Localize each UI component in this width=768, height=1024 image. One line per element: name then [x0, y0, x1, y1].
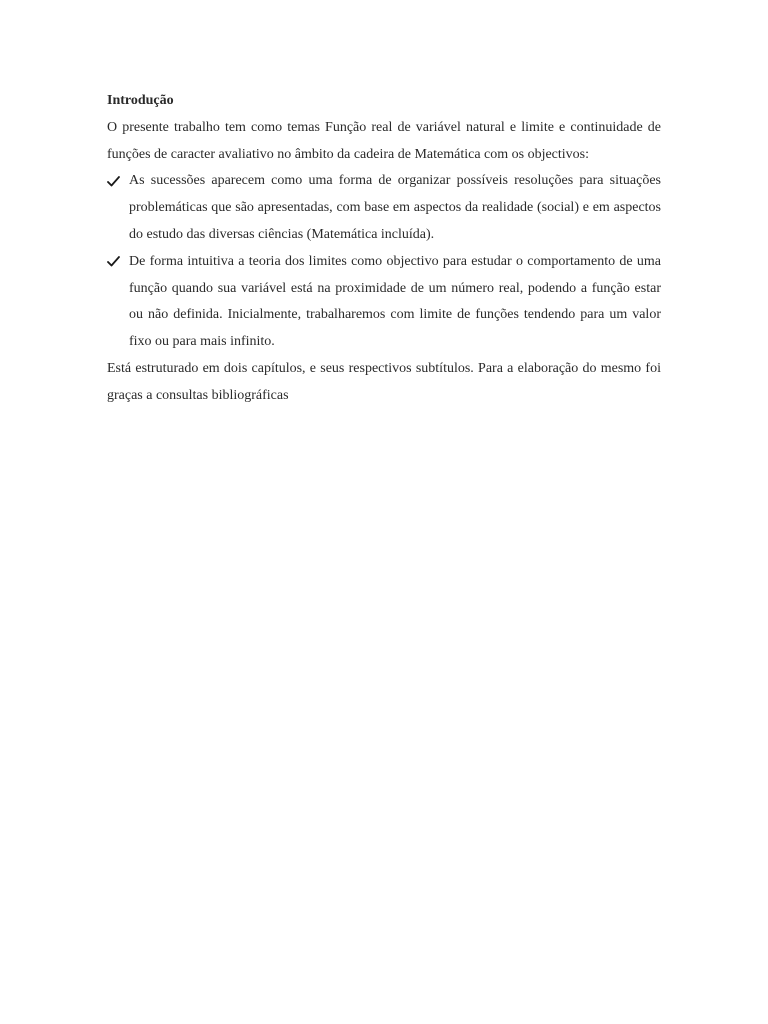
list-item-text: De forma intuitiva a teoria dos limites como objectivo para estudar o comportamento de uma função quando sua variável está na proximidade de um número real, podendo a função estar ou não definida. Inicialmente, trabalharemos com limite de funções tendendo para um valor fixo ou para mais infinito. [129, 253, 661, 350]
check-icon [107, 249, 121, 275]
objectives-list [107, 168, 661, 356]
list-item [107, 249, 661, 356]
list-item-text: As sucessões aparecem como uma forma de organizar possíveis resoluções para situações problemáticas que são apresentadas, com base em aspectos da realidade (social) e em aspectos do estudo das diversas ciências (Matemática incluída). [129, 173, 661, 242]
section-heading: Introdução [107, 93, 174, 108]
check-icon [107, 168, 121, 194]
document-body [107, 88, 661, 410]
list-item [107, 168, 661, 248]
intro-paragraph: O presente trabalho tem como temas Função real de variável natural e limite e continuidade de funções de caracter avaliativo no âmbito da cadeira de Matemática com os objectivos: [107, 119, 661, 162]
closing-paragraph: Está estruturado em dois capítulos, e seus respectivos subtítulos. Para a elaboração do mesmo foi graças a consultas bibliográficas [107, 360, 661, 403]
